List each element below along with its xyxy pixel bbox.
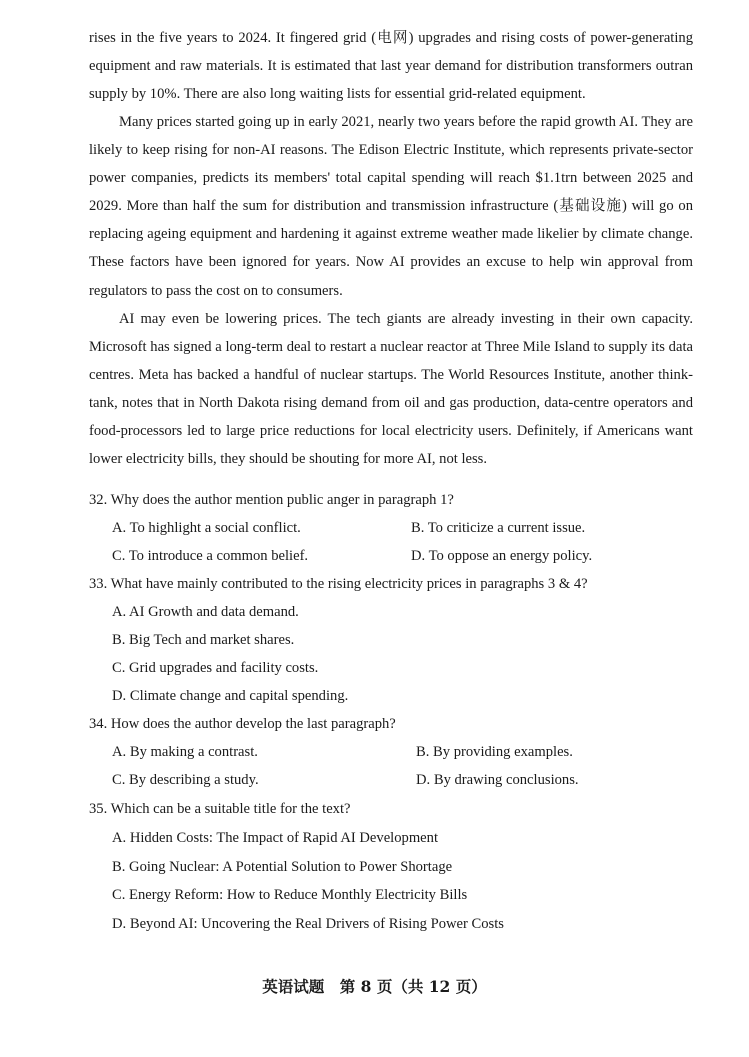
paragraph-4: AI may even be lowering prices. The tech giants are already investing in their own capacity. Microsoft has signed a long-term deal to restart a nuclear reactor at Three Mile Island to supply its data centres. Meta has backed a handful of nuclear startups. The World Resources Institute, another think-tank, notes that in North Dakota rising demand from oil and gas production, data-centre operators and food-processors led to large price reductions for local electricity users. Definitely, if Americans want lower electricity bills, they should be shouting for more AI, not less. [89,311,693,468]
question-35-option-b: B. Going Nuclear: A Potential Solution to Power Shortage [112,859,453,875]
question-34-option-c: C. By describing a study. [112,772,259,788]
paragraph-continued: rises in the five years to 2024. It fingered grid (电网) upgrades and rising costs of power-generating equipment and raw materials. It is estimated that last year demand for distribution transformers outran supply by 10%. There are also long waiting lists for essential grid-related equipment. [89,30,693,103]
question-33-option-c: C. Grid upgrades and facility costs. [112,660,319,676]
question-33-option-a: A. AI Growth and data demand. [112,604,299,620]
question-35-stem: 35. Which can be a suitable title for the text? [89,801,351,817]
question-32-option-a: A. To highlight a social conflict. [112,520,301,536]
question-33-option-d: D. Climate change and capital spending. [112,688,349,704]
question-35-option-d: D. Beyond AI: Uncovering the Real Drivers of Rising Power Costs [112,916,504,932]
question-32-option-b: B. To criticize a current issue. [411,520,586,536]
question-33-stem: 33. What have mainly contributed to the rising electricity prices in paragraphs 3 & 4? [89,576,588,592]
question-32-stem: 32. Why does the author mention public anger in paragraph 1? [89,492,454,508]
question-34-stem: 34. How does the author develop the last paragraph? [89,716,396,732]
question-34-option-a: A. By making a contrast. [112,744,258,760]
question-35-option-c: C. Energy Reform: How to Reduce Monthly Electricity Bills [112,887,468,903]
page-footer: 英语试题 第 8 页（共 12 页） [262,977,487,996]
question-32-option-c: C. To introduce a common belief. [112,548,309,564]
question-32-option-d: D. To oppose an energy policy. [411,548,593,564]
paragraph-3: Many prices started going up in early 2021, nearly two years before the rapid growth AI. They are likely to keep rising for non-AI reasons. The Edison Electric Institute, which represents private-sector power companies, predicts its members' total capital spending will reach $1.1trn between 2025 and 2029. More than half the sum for distribution and transmission infrastructure (基础设施) will go on replacing ageing equipment and hardening it against extreme weather made likelier by climate change. These factors have been ignored for years. Now AI provides an excuse to help win approval from regulators to pass the cost on to consumers. [89,114,693,299]
question-35-option-a: A. Hidden Costs: The Impact of Rapid AI Development [112,830,439,846]
question-34-option-b: B. By providing examples. [416,744,573,760]
question-33-option-b: B. Big Tech and market shares. [112,632,295,648]
question-34-option-d: D. By drawing conclusions. [416,772,579,788]
